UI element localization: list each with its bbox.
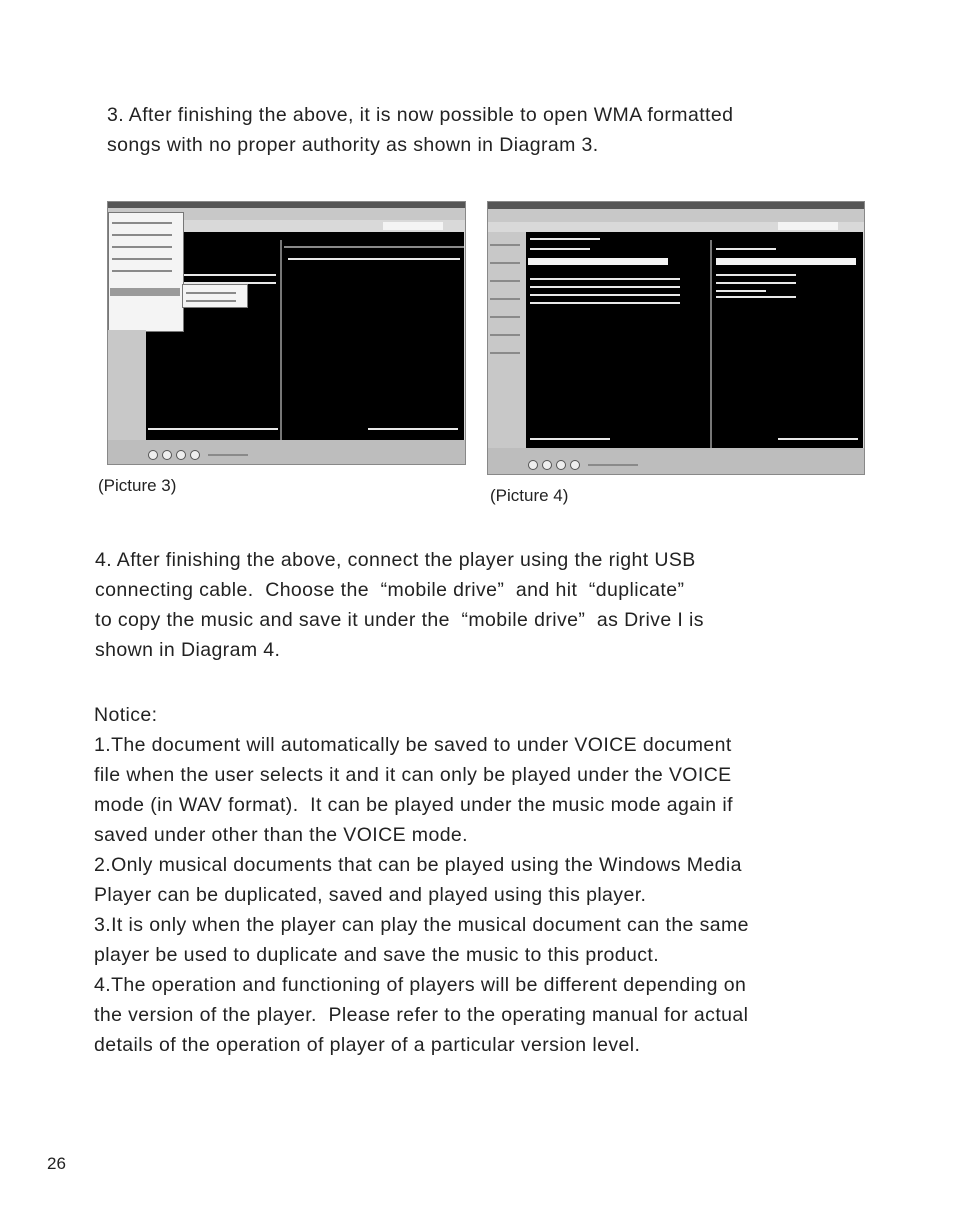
step4-line: connecting cable. Choose the “mobile drive” and hit “duplicate” — [95, 579, 685, 601]
notice-line: 1.The document will automatically be saved to under VOICE document — [94, 734, 732, 756]
step4-line: 4. After finishing the above, connect the player using the right USB — [95, 549, 696, 571]
notice-line: player be used to duplicate and save the music to this product. — [94, 944, 660, 966]
step4-line: shown in Diagram 4. — [95, 639, 281, 661]
picture3-screenshot — [107, 201, 466, 465]
page-number: 26 — [47, 1154, 66, 1173]
step3-line: songs with no proper authority as shown in Diagram 3. — [107, 134, 599, 156]
notice-line: mode (in WAV format). It can be played under the music mode again if — [94, 794, 733, 816]
notice-line: 4.The operation and functioning of players will be different depending on — [94, 974, 747, 996]
picture3-caption: (Picture 3) — [98, 476, 177, 495]
notice-line: 2.Only musical documents that can be played using the Windows Media — [94, 854, 742, 876]
step4-paragraph — [95, 545, 704, 665]
notice-line: the version of the player. Please refer to the operating manual for actual — [94, 1004, 749, 1026]
notice-line: 3.It is only when the player can play the musical document can the same — [94, 914, 749, 936]
picture4-screenshot — [487, 201, 865, 475]
notice-line: file when the user selects it and it can only be played under the VOICE — [94, 764, 732, 786]
step3-line: 3. After finishing the above, it is now possible to open WMA formatted — [107, 104, 734, 126]
notice-line: saved under other than the VOICE mode. — [94, 824, 468, 846]
notice-heading: Notice: — [94, 704, 158, 726]
notice-line: details of the operation of player of a particular version level. — [94, 1034, 641, 1056]
notice-section — [94, 700, 749, 1060]
step4-line: to copy the music and save it under the “mobile drive” as Drive I is — [95, 609, 704, 631]
step3-paragraph — [107, 100, 733, 160]
notice-line: Player can be duplicated, saved and played using this player. — [94, 884, 647, 906]
picture4-caption: (Picture 4) — [490, 486, 569, 505]
